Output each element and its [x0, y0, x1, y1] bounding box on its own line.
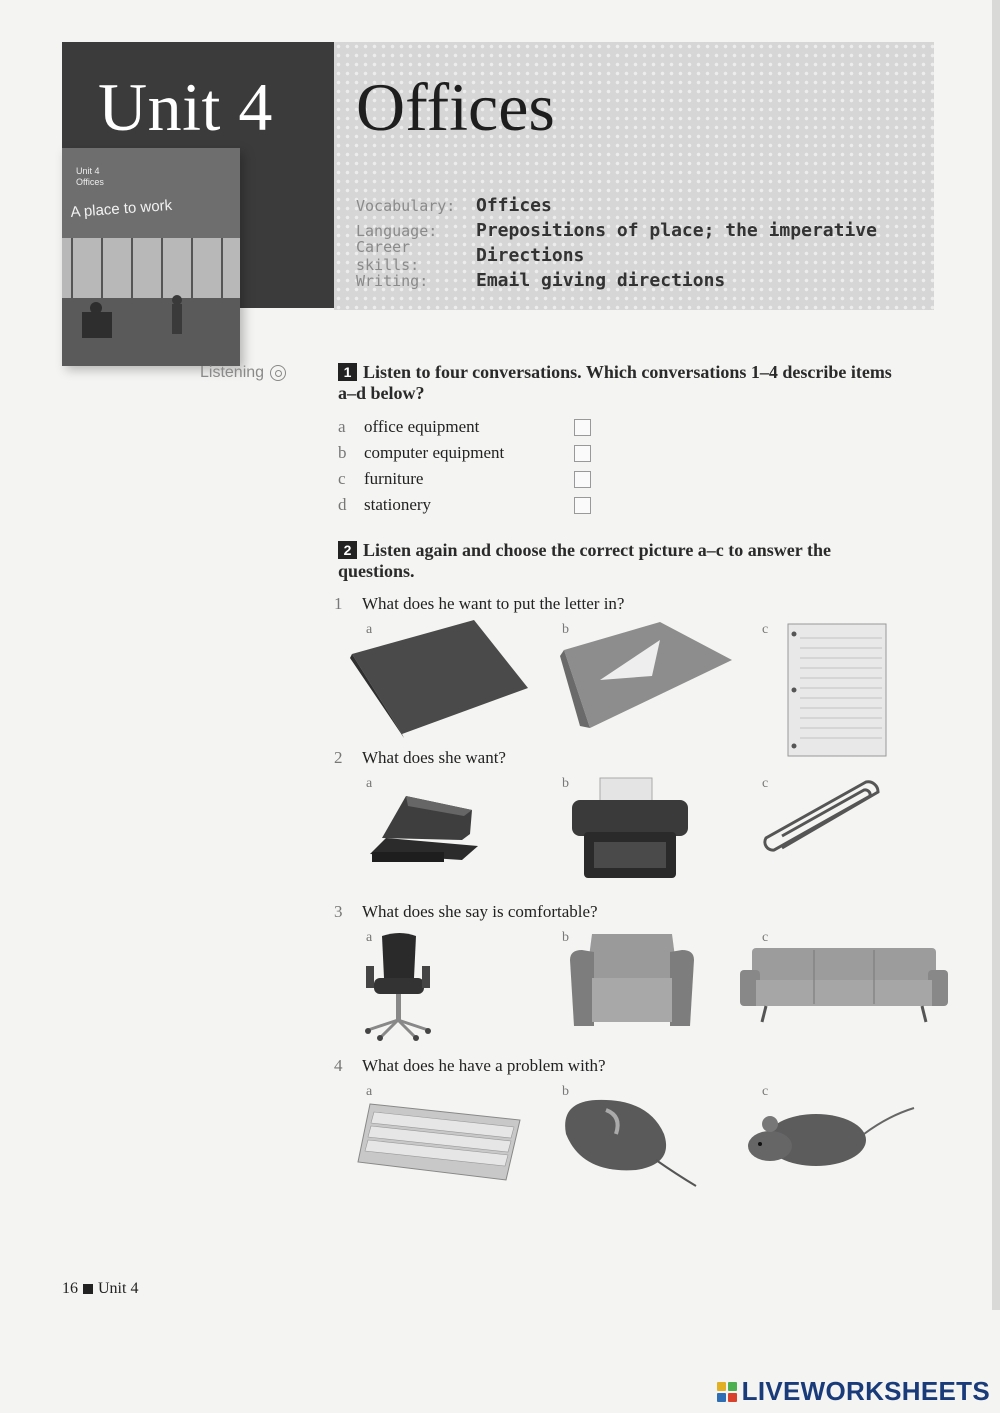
topic-writing: Writing: Email giving directions: [356, 270, 726, 291]
topic-career-skills: Career skills: Directions: [356, 237, 585, 274]
exercise-2-number: 2: [338, 541, 357, 559]
choice-label: a: [366, 776, 373, 791]
choice-label: a: [366, 1084, 373, 1099]
question-1: 1 What does he want to put the letter in?: [334, 594, 625, 613]
footer-unit-label: Unit 4: [98, 1280, 139, 1297]
offices-title: Offices: [356, 69, 555, 145]
page-footer: [62, 1280, 138, 1298]
option-row: a office equipment: [338, 414, 598, 440]
answer-box-b[interactable]: [574, 445, 591, 462]
option-row: b computer equipment: [338, 440, 598, 466]
choice-label: b: [562, 930, 569, 945]
book-cover-subtitle: A place to work: [70, 196, 173, 221]
answer-box-a[interactable]: [574, 419, 591, 436]
exercise-2-instruction: 2 Listen again and choose the correct picture a–c to answer the questions.: [338, 540, 831, 581]
office-chair-icon[interactable]: [360, 930, 436, 1042]
stapler-icon[interactable]: [366, 790, 482, 872]
choice-label: c: [762, 1084, 769, 1099]
choice-label: b: [562, 622, 569, 637]
answer-box-d[interactable]: [574, 497, 591, 514]
keyboard-icon[interactable]: [356, 1100, 522, 1182]
shredder-icon[interactable]: [570, 776, 690, 880]
topic-language: Language: Prepositions of place; the imperative: [356, 220, 877, 241]
question-3: 3 What does she say is comfortable?: [334, 902, 598, 921]
unit-topics: [356, 193, 877, 293]
choice-label: c: [762, 622, 769, 637]
question-2: 2 What does she want?: [334, 748, 506, 767]
liveworksheets-brand[interactable]: [717, 1376, 990, 1407]
question-4: 4 What does he have a problem with?: [334, 1056, 606, 1075]
topic-vocabulary: Vocabulary: Offices: [356, 195, 552, 216]
choice-label: b: [562, 1084, 569, 1099]
book-cover-unit: Unit 4 Offices: [76, 166, 104, 187]
page-edge: [992, 0, 1000, 1310]
choice-label: a: [366, 930, 373, 945]
sofa-icon[interactable]: [738, 944, 950, 1024]
unit-title: Unit 4: [98, 69, 273, 145]
option-row: d stationery: [338, 492, 598, 518]
office-photo: [62, 238, 240, 366]
sidebar-section-listening: Listening: [200, 364, 286, 382]
mouse-animal-icon[interactable]: [748, 1104, 916, 1170]
choice-label: c: [762, 930, 769, 945]
liveworksheets-logo-icon: [717, 1382, 737, 1402]
exercise-1-options: [338, 414, 598, 518]
answer-box-c[interactable]: [574, 471, 591, 488]
computer-mouse-icon[interactable]: [556, 1094, 700, 1190]
option-row: c furniture: [338, 466, 598, 492]
footer-square-icon: [83, 1284, 93, 1294]
cd-audio-icon[interactable]: [270, 365, 286, 381]
book-cover-image: [62, 148, 240, 366]
paperclip-icon[interactable]: [752, 780, 894, 854]
document-wallet-icon[interactable]: [560, 620, 736, 730]
exercise-1-instruction: 1 Listen to four conversations. Which conversations 1–4 describe items a–d below?: [338, 362, 892, 403]
brand-name: LIVEWORKSHEETS: [741, 1376, 990, 1406]
notepad-icon[interactable]: [786, 622, 888, 758]
page-number: 16: [62, 1280, 78, 1297]
folder-icon[interactable]: [346, 618, 532, 738]
exercise-1-number: 1: [338, 363, 357, 381]
choice-label: b: [562, 776, 569, 791]
armchair-icon[interactable]: [568, 930, 696, 1030]
choice-label: c: [762, 776, 769, 791]
choice-label: a: [366, 622, 373, 637]
